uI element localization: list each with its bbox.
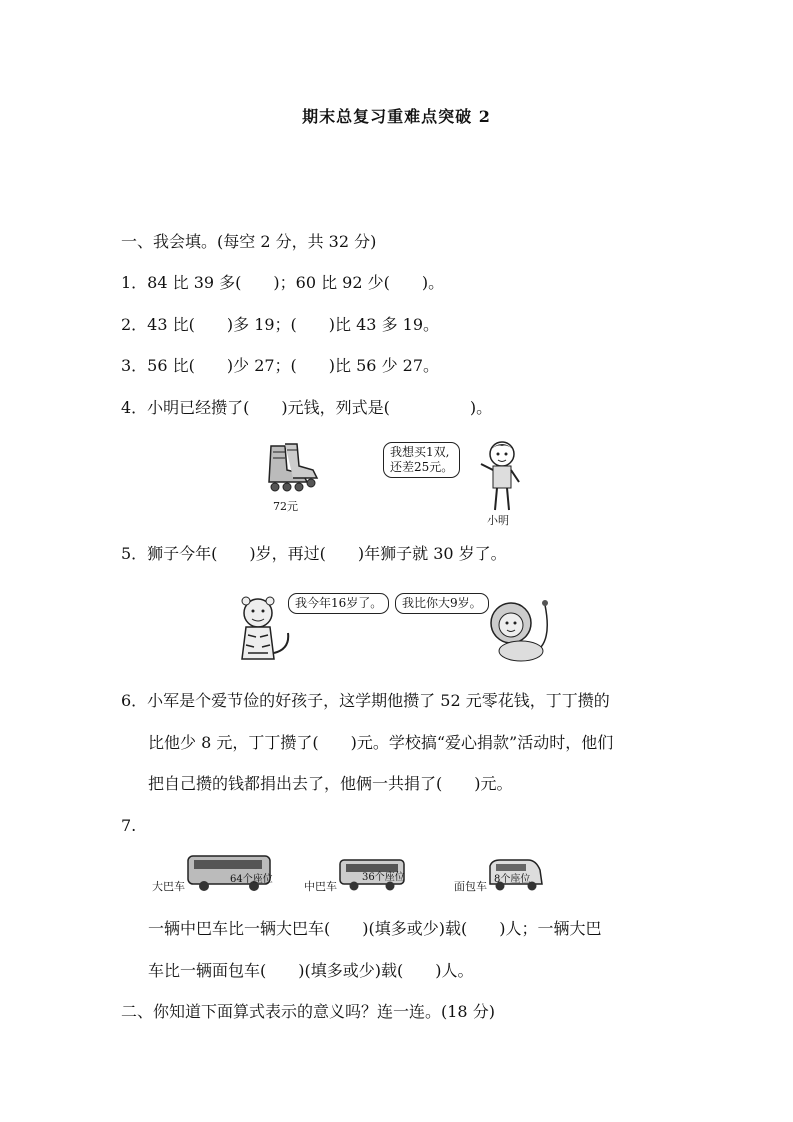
question-7-line-1: 一辆中巴车比一辆大巴车( )(填多或少)载( )人；一辆大巴 bbox=[148, 919, 602, 938]
lion-illustration bbox=[483, 595, 553, 665]
question-1: 1．84 比 39 多( )；60 比 92 少( )。 bbox=[121, 273, 445, 292]
roller-skates-illustration bbox=[263, 440, 323, 495]
van-seats-label: 8个座位 bbox=[494, 874, 531, 885]
mid-bus-seats-label: 36个座位 bbox=[362, 872, 405, 883]
question-5: 5．狮子今年( )岁，再过( )年狮子就 30 岁了。 bbox=[121, 544, 507, 563]
q4-figure bbox=[255, 430, 545, 530]
question-2: 2．43 比( )多 19；( )比 43 多 19。 bbox=[121, 315, 440, 334]
question-7-label: 7. bbox=[121, 816, 137, 835]
question-7-line-2: 车比一辆面包车( )(填多或少)载( )人。 bbox=[148, 961, 474, 980]
xiaoming-name-label: 小明 bbox=[487, 514, 509, 527]
question-3: 3．56 比( )少 27；( )比 56 少 27。 bbox=[121, 356, 440, 375]
skates-price-label: 72元 bbox=[273, 500, 298, 513]
xiaoming-speech-bubble bbox=[383, 442, 460, 478]
q5-figure bbox=[228, 585, 558, 670]
mid-bus-label: 中巴车 bbox=[304, 880, 337, 893]
question-6-line-3: 把自己攒的钱都捐出去了，他俩一共捐了( )元。 bbox=[148, 774, 513, 793]
question-6-line-1: 6．小军是个爱节俭的好孩子，这学期他攒了 52 元零花钱，丁丁攒的 bbox=[121, 691, 610, 710]
q7-figure bbox=[150, 848, 550, 896]
big-bus-seats-label: 64个座位 bbox=[230, 874, 273, 885]
question-6-line-2: 比他少 8 元，丁丁攒了( )元。学校搞“爱心捐款”活动时，他们 bbox=[148, 733, 614, 752]
section-2-heading: 二、你知道下面算式表示的意义吗？连一连。(18 分) bbox=[121, 1002, 495, 1021]
van-label: 面包车 bbox=[454, 880, 487, 893]
speech-line-1: 我想买1双, bbox=[390, 445, 450, 459]
question-4: 4．小明已经攒了( )元钱，列式是( )。 bbox=[121, 398, 493, 417]
speech-line-2: 还差25元。 bbox=[390, 460, 454, 474]
big-bus-label: 大巴车 bbox=[152, 880, 185, 893]
lion-speech-bubble: 我比你大9岁。 bbox=[395, 593, 489, 614]
tiger-speech-bubble: 我今年16岁了。 bbox=[288, 593, 389, 614]
section-1-heading: 一、我会填。(每空 2 分，共 32 分) bbox=[121, 232, 377, 251]
page-title: 期末总复习重难点突破 2 bbox=[302, 107, 491, 126]
boy-illustration bbox=[477, 438, 527, 513]
